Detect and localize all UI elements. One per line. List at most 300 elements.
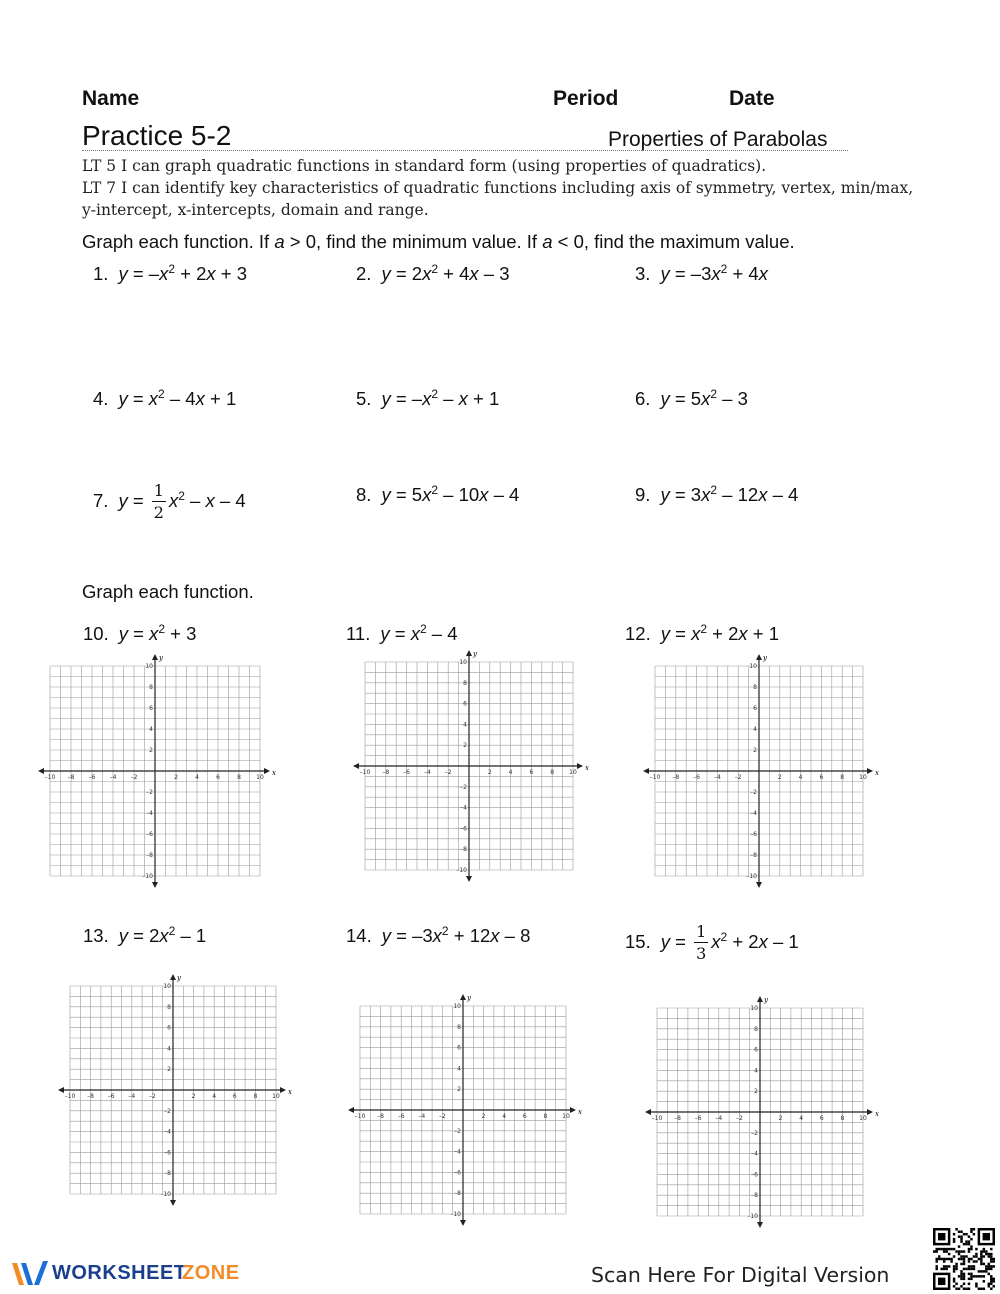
x-axis-arrow-left (643, 768, 649, 774)
y-tick-label: 6 (754, 1046, 758, 1054)
qr-module (955, 1283, 957, 1285)
problem-equation: $y = x^2 + 3$ (118, 622, 197, 645)
qr-module (953, 1268, 955, 1270)
x-axis-arrow-right (280, 1087, 286, 1093)
qr-module (968, 1273, 970, 1275)
name-label: Name (82, 87, 140, 110)
problem-equation: y = $\frac{1}{2}$ $x^2$ – x – 4 (118, 481, 246, 522)
qr-module (935, 1268, 937, 1270)
qr-module (965, 1243, 967, 1245)
qr-code-icon[interactable] (933, 1228, 995, 1290)
qr-module (970, 1278, 972, 1280)
qr-module (948, 1265, 950, 1267)
instruction-part: Graph each function. If (82, 231, 275, 252)
qr-module (940, 1258, 942, 1260)
qr-module (973, 1228, 975, 1230)
y-tick-label: 8 (753, 684, 757, 691)
qr-module (965, 1255, 967, 1257)
y-tick-label: –6 (454, 1169, 461, 1177)
qr-module (990, 1258, 992, 1260)
qr-module (953, 1265, 955, 1267)
qr-module (963, 1233, 965, 1235)
qr-module (960, 1250, 962, 1252)
problem-number: 11. (346, 623, 371, 645)
y-tick-label: 8 (149, 684, 153, 691)
y-tick-label: 10 (163, 983, 171, 990)
coefficient-fraction: $\frac{1}{2}$ (153, 481, 164, 522)
qr-module (963, 1255, 965, 1257)
y-tick-label: 2 (457, 1086, 461, 1094)
x-tick-label: 2 (481, 1113, 486, 1120)
qr-module (963, 1250, 965, 1252)
qr-module (970, 1245, 972, 1247)
qr-module (968, 1240, 970, 1242)
y-tick-label: 10 (459, 659, 467, 666)
x-tick-label: 2 (487, 769, 492, 776)
period-label: Period (553, 87, 619, 110)
y-tick-label: –8 (750, 852, 757, 859)
worksheetzone-logo (10, 1256, 240, 1292)
qr-module (973, 1233, 975, 1235)
y-tick-label: –6 (146, 831, 153, 838)
qr-module (943, 1268, 945, 1270)
x-tick-label: 8 (840, 774, 845, 781)
qr-module (958, 1235, 960, 1237)
y-axis-label: y (764, 996, 768, 1004)
y-tick-label: 8 (754, 1025, 758, 1033)
y-tick-label: –2 (454, 1127, 461, 1135)
qr-module (975, 1253, 977, 1255)
qr-module (988, 1253, 990, 1255)
x-axis-label: x (875, 1110, 879, 1118)
x-axis-arrow-right (867, 1109, 873, 1115)
qr-module (953, 1240, 955, 1242)
qr-module (993, 1278, 995, 1280)
x-tick-label: –10 (649, 774, 661, 781)
qr-module (953, 1238, 955, 1240)
qr-finder-core (983, 1233, 990, 1240)
instruction-var-a: a (542, 231, 553, 252)
qr-module (975, 1260, 977, 1262)
qr-module (980, 1260, 982, 1262)
qr-finder-core (938, 1233, 945, 1240)
x-tick-label: –8 (67, 774, 75, 781)
x-tick-label: –6 (694, 1115, 702, 1122)
qr-module (970, 1248, 972, 1250)
x-tick-label: –6 (693, 774, 701, 781)
qr-module (935, 1260, 937, 1262)
problem-number: 1. (93, 263, 109, 285)
qr-module (975, 1283, 977, 1285)
qr-module (960, 1255, 962, 1257)
qr-module (948, 1248, 950, 1250)
qr-module (963, 1258, 965, 1260)
coordinate-grid-14[interactable] (346, 992, 580, 1228)
qr-module (990, 1265, 992, 1267)
qr-module (968, 1250, 970, 1252)
y-tick-label: –6 (164, 1149, 171, 1157)
problem-13 (83, 924, 206, 947)
qr-module (935, 1265, 937, 1267)
qr-module (990, 1268, 992, 1270)
y-tick-label: 6 (463, 700, 467, 708)
y-tick-label: 6 (753, 705, 757, 712)
problem-9 (635, 483, 798, 506)
qr-module (970, 1275, 972, 1277)
problem-6 (635, 387, 748, 410)
qr-module (960, 1273, 962, 1275)
y-tick-label: 4 (753, 726, 757, 733)
qr-module (983, 1270, 985, 1272)
learning-target-7-line2: y-intercept, x-intercepts, domain and range. (82, 201, 429, 219)
problem-number: 3. (635, 263, 651, 285)
problem-equation: $y = -3x^2 + 4x$ (660, 262, 768, 285)
x-tick-label: 4 (212, 1093, 217, 1100)
x-tick-label: 4 (799, 1115, 804, 1122)
qr-module (955, 1288, 957, 1290)
y-tick-label: 4 (457, 1065, 461, 1073)
qr-module (935, 1250, 937, 1252)
qr-module (983, 1280, 985, 1282)
qr-module (970, 1273, 972, 1275)
qr-module (963, 1288, 965, 1290)
x-axis-arrow-right (577, 763, 583, 769)
x-axis-label: x (288, 1088, 292, 1096)
qr-module (955, 1268, 957, 1270)
qr-module (955, 1228, 957, 1230)
x-axis-arrow-left (645, 1109, 651, 1115)
qr-module (960, 1275, 962, 1277)
instruction-var-a: a (274, 231, 285, 252)
qr-module (945, 1268, 947, 1270)
x-tick-label: 2 (191, 1093, 196, 1100)
y-tick-label: –10 (456, 867, 467, 874)
problem-14 (346, 924, 530, 947)
qr-module (980, 1270, 982, 1272)
x-tick-label: –6 (397, 1113, 405, 1120)
learning-target-7-line1: LT 7 I can identify key characteristics of quadratic functions including axis of symmetry, vertex, min/max, (82, 179, 914, 197)
problem-12 (625, 622, 779, 645)
x-axis-arrow-left (58, 1087, 64, 1093)
qr-module (985, 1250, 987, 1252)
qr-module (960, 1230, 962, 1232)
qr-module (975, 1248, 977, 1250)
problem-number: 15. (625, 930, 651, 952)
qr-module (948, 1258, 950, 1260)
x-tick-label: 8 (543, 1113, 548, 1120)
x-tick-label: –2 (438, 1113, 446, 1120)
x-axis-arrow-right (264, 768, 270, 774)
qr-module (990, 1253, 992, 1255)
x-tick-label: 4 (195, 774, 199, 781)
x-axis-arrow-right (570, 1107, 576, 1113)
coordinate-grid-13[interactable] (56, 972, 290, 1208)
x-tick-label: 6 (216, 774, 220, 781)
page-title: Practice 5-2 (82, 120, 232, 151)
qr-module (945, 1265, 947, 1267)
qr-module (963, 1275, 965, 1277)
qr-module (960, 1240, 962, 1242)
qr-module (935, 1258, 937, 1260)
qr-module (960, 1258, 962, 1260)
x-tick-label: –4 (423, 769, 431, 776)
problem-equation: $y = x^2 - 4$ (380, 622, 458, 645)
qr-module (968, 1278, 970, 1280)
x-tick-label: 10 (272, 1093, 280, 1100)
qr-module (963, 1273, 965, 1275)
y-tick-label: 2 (753, 747, 757, 754)
x-tick-label: 10 (859, 774, 867, 781)
x-tick-label: –4 (418, 1113, 426, 1120)
x-axis-arrow-left (353, 763, 359, 769)
y-axis-arrow-up (460, 994, 466, 1000)
problem-equation: y = $\frac{1}{3}$ $x^2 + 2x - 1$ (660, 922, 799, 963)
y-tick-label: –10 (160, 1191, 171, 1198)
qr-module (988, 1265, 990, 1267)
qr-module (980, 1258, 982, 1260)
problem-equation: $y = -x^2 - x + 1$ (381, 387, 500, 410)
y-tick-label: 4 (167, 1045, 171, 1053)
qr-module (983, 1248, 985, 1250)
qr-module (968, 1260, 970, 1262)
qr-module (973, 1268, 975, 1270)
problem-number: 13. (83, 925, 109, 947)
qr-module (940, 1248, 942, 1250)
problem-number: 5. (356, 388, 372, 410)
x-tick-label: –6 (88, 774, 96, 781)
y-tick-label: 10 (749, 663, 757, 670)
section2-instruction: Graph each function. (82, 581, 254, 602)
qr-module (943, 1265, 945, 1267)
qr-module (950, 1258, 952, 1260)
qr-module (993, 1260, 995, 1262)
y-axis-arrow-up (756, 654, 762, 660)
qr-module (968, 1248, 970, 1250)
qr-module (958, 1253, 960, 1255)
problem-number: 10. (83, 623, 109, 645)
qr-module (958, 1230, 960, 1232)
qr-module (965, 1268, 967, 1270)
y-tick-label: –10 (450, 1211, 461, 1218)
qr-module (978, 1258, 980, 1260)
qr-module (963, 1268, 965, 1270)
x-tick-label: –2 (734, 774, 742, 781)
problem-equation: $y = x^2 - 4x + 1$ (118, 387, 237, 410)
y-tick-label: –4 (146, 810, 153, 817)
problem-number: 2. (356, 263, 372, 285)
qr-module (983, 1255, 985, 1257)
problem-number: 7. (93, 489, 109, 511)
qr-module (990, 1280, 992, 1282)
coordinate-grid-10[interactable] (36, 652, 274, 890)
y-tick-label: –4 (750, 810, 757, 817)
y-tick-label: 6 (167, 1024, 171, 1032)
y-axis-arrow-down (756, 882, 762, 888)
qr-module (980, 1253, 982, 1255)
y-tick-label: 6 (457, 1044, 461, 1052)
qr-module (953, 1278, 955, 1280)
qr-module (943, 1258, 945, 1260)
qr-module (978, 1270, 980, 1272)
qr-module (963, 1263, 965, 1265)
qr-module (965, 1240, 967, 1242)
y-axis-arrow-up (466, 650, 472, 656)
x-tick-label: –8 (382, 769, 390, 776)
y-tick-label: –8 (454, 1190, 461, 1198)
qr-module (980, 1263, 982, 1265)
qr-module (960, 1235, 962, 1237)
qr-module (953, 1270, 955, 1272)
y-tick-label: –2 (146, 789, 153, 796)
y-tick-label: –8 (751, 1192, 758, 1200)
x-axis-label: x (585, 764, 589, 772)
qr-module (980, 1255, 982, 1257)
qr-module (970, 1258, 972, 1260)
qr-module (933, 1250, 935, 1252)
qr-module (973, 1275, 975, 1277)
qr-module (963, 1283, 965, 1285)
qr-module (988, 1283, 990, 1285)
y-tick-label: 8 (457, 1023, 461, 1031)
qr-module (970, 1238, 972, 1240)
y-axis-label: y (159, 654, 163, 662)
x-axis-arrow-left (38, 768, 44, 774)
qr-module (990, 1275, 992, 1277)
problem-3 (635, 262, 768, 285)
y-axis-arrow-down (170, 1200, 176, 1206)
y-tick-label: –6 (750, 831, 757, 838)
x-tick-label: 6 (232, 1093, 237, 1100)
problem-equation: $y = 5x^2 - 10x - 4$ (381, 483, 520, 506)
qr-module (953, 1233, 955, 1235)
qr-module (940, 1268, 942, 1270)
problem-equation: $y = -3x^2 + 12x - 8$ (381, 924, 531, 947)
y-tick-label: 10 (750, 1005, 758, 1012)
x-tick-label: 10 (562, 1113, 570, 1120)
qr-module (938, 1258, 940, 1260)
qr-module (968, 1235, 970, 1237)
qr-module (970, 1268, 972, 1270)
qr-module (958, 1250, 960, 1252)
title-divider (82, 150, 848, 151)
qr-module (948, 1253, 950, 1255)
y-tick-label: –2 (164, 1107, 171, 1115)
problem-10 (83, 622, 196, 645)
coordinate-grid-11[interactable] (351, 648, 587, 884)
qr-module (955, 1250, 957, 1252)
problem-5 (356, 387, 499, 410)
worksheetzone-logo-icon (10, 1259, 48, 1289)
x-tick-label: –8 (87, 1093, 95, 1100)
x-tick-label: –10 (354, 1113, 366, 1120)
qr-module (960, 1270, 962, 1272)
y-tick-label: –10 (746, 873, 757, 880)
qr-module (975, 1255, 977, 1257)
y-tick-label: –10 (747, 1213, 758, 1220)
qr-module (968, 1243, 970, 1245)
x-axis-arrow-left (348, 1107, 354, 1113)
x-tick-label: 8 (840, 1115, 845, 1122)
scan-prompt: Scan Here For Digital Version (591, 1263, 890, 1287)
qr-module (970, 1265, 972, 1267)
qr-module (993, 1280, 995, 1282)
qr-finder-core (938, 1278, 945, 1285)
y-tick-label: 2 (754, 1088, 758, 1096)
qr-module (988, 1285, 990, 1287)
qr-module (963, 1260, 965, 1262)
qr-module (983, 1250, 985, 1252)
instruction-part: > 0, find the minimum value. If (284, 231, 543, 252)
qr-module (963, 1243, 965, 1245)
qr-module (938, 1255, 940, 1257)
y-tick-label: –4 (164, 1128, 171, 1136)
y-tick-label: –6 (460, 825, 467, 833)
coordinate-grid-12[interactable] (641, 652, 877, 890)
y-tick-label: 4 (149, 726, 153, 733)
y-tick-label: –4 (454, 1148, 461, 1156)
coordinate-grid-15[interactable] (643, 994, 877, 1230)
qr-module (968, 1265, 970, 1267)
problem-equation: $y = 5x^2 - 3$ (660, 387, 748, 410)
x-tick-label: –8 (672, 774, 680, 781)
y-tick-label: 2 (167, 1066, 171, 1074)
qr-module (993, 1258, 995, 1260)
qr-module (950, 1260, 952, 1262)
problem-4 (93, 387, 236, 410)
x-tick-label: –10 (359, 769, 371, 776)
qr-module (973, 1260, 975, 1262)
problem-7 (93, 483, 246, 521)
problem-equation: $y = x^2 + 2x + 1$ (660, 622, 780, 645)
qr-module (958, 1245, 960, 1247)
y-tick-label: –2 (751, 1129, 758, 1137)
qr-module (945, 1248, 947, 1250)
qr-module (943, 1260, 945, 1262)
qr-module (970, 1230, 972, 1232)
y-axis-label: y (473, 650, 477, 658)
y-tick-label: –6 (751, 1171, 758, 1179)
x-tick-label: 6 (529, 769, 534, 776)
x-tick-label: –10 (44, 774, 56, 781)
qr-module (953, 1248, 955, 1250)
page-subtitle: Properties of Parabolas (608, 128, 828, 151)
problem-number: 9. (635, 484, 651, 506)
qr-module (990, 1283, 992, 1285)
x-tick-label: 8 (253, 1093, 258, 1100)
y-axis-label: y (467, 994, 471, 1002)
y-axis-label: y (177, 974, 181, 982)
qr-module (960, 1263, 962, 1265)
qr-module (953, 1285, 955, 1287)
qr-module (960, 1285, 962, 1287)
qr-module (955, 1265, 957, 1267)
qr-module (985, 1268, 987, 1270)
x-tick-label: 8 (237, 774, 241, 781)
x-tick-label: –6 (403, 769, 411, 776)
qr-module (975, 1275, 977, 1277)
x-tick-label: 4 (798, 774, 803, 781)
qr-module (990, 1260, 992, 1262)
problem-number: 14. (346, 925, 372, 947)
problem-number: 6. (635, 388, 651, 410)
y-tick-label: –4 (460, 804, 467, 812)
coefficient-fraction: $\frac{1}{3}$ (696, 922, 707, 963)
qr-module (993, 1265, 995, 1267)
y-tick-label: –8 (164, 1170, 171, 1178)
x-tick-label: –6 (107, 1093, 115, 1100)
qr-module (980, 1275, 982, 1277)
logo-word-zone: ZONE (182, 1262, 240, 1284)
